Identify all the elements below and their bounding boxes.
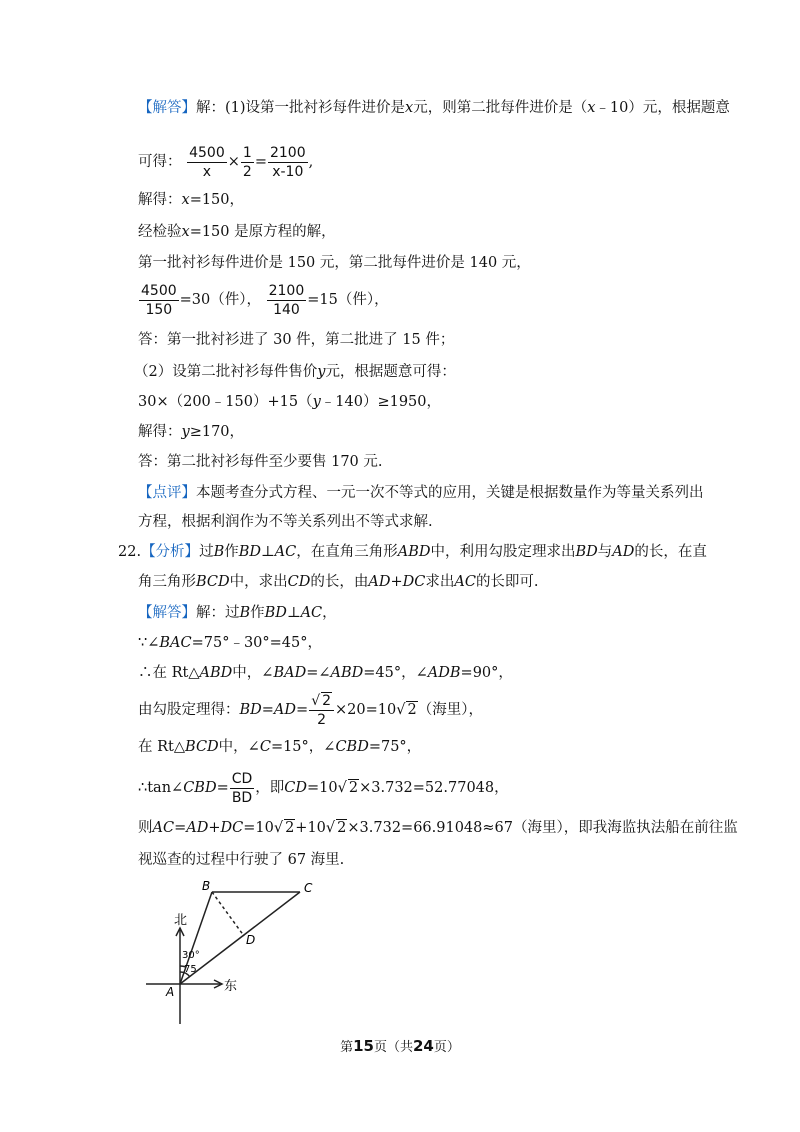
page-total: 24 bbox=[413, 1037, 434, 1055]
q21-line10: 解得：y≥170， bbox=[138, 424, 245, 440]
q21-line5: 第一批衬衫每件进价是 150 元，第二批每件进价是 140 元， bbox=[138, 255, 531, 271]
fraction: $\frac{1}{2}$ bbox=[242, 144, 252, 180]
q21-comment: 【点评】本题考查分式方程、一元一次不等式的应用，关键是根据数量作为等量关系列出 bbox=[138, 485, 704, 501]
q21-line4: 经检验x=150 是原方程的解， bbox=[138, 224, 336, 240]
segment-BD bbox=[212, 892, 244, 936]
q21-line11: 答：第二批衬衫每件至少要售 170 元. bbox=[138, 454, 383, 470]
answer-tag: 【解答】 bbox=[138, 605, 196, 621]
q22-analysis-line1: 22.【分析】过B作BD⊥AC，在直角三角形ABD中，利用勾股定理求出BD与AD的长，在直 bbox=[118, 544, 707, 560]
fraction: $\frac{4500}{x}$ bbox=[189, 144, 225, 180]
label-north: 北 bbox=[174, 913, 188, 928]
q21-line7: 答：第一批衬衫进了 30 件，第二批进了 15 件； bbox=[138, 332, 455, 348]
label-C: C bbox=[304, 881, 313, 895]
q22-solution-line7: 则AC=AD+DC=10√ 2+10√ 2×3.732=66.91048≈67（海里），即我海监执法船在前往监 bbox=[138, 820, 738, 836]
q21-comment-cont: 方程，根据利润作为不等关系列出不等式求解. bbox=[138, 514, 433, 530]
label-B: B bbox=[202, 879, 211, 893]
label-A: A bbox=[166, 985, 175, 999]
segment-AC bbox=[180, 892, 300, 984]
q21-line6: $\frac{4500}{150}$ =30（件）， $\frac{2100}{140}$ =15（件）， bbox=[141, 282, 389, 318]
analysis-tag: 【分析】 bbox=[141, 544, 200, 560]
q22-solution-line1: 【解答】解：过B作BD⊥AC， bbox=[138, 605, 337, 621]
q21-line1: 【解答】解：(1)设第一批衬衫每件进价是x元，则第二批每件进价是（x﹣10）元，根据题意 bbox=[138, 100, 730, 116]
fraction: $\frac{2100}{140}$ bbox=[268, 282, 305, 318]
q21-equation: 可得： $\frac{4500}{x}$ × $\frac{1}{2}$ = $\frac{2100}{x-10}$ , bbox=[138, 144, 314, 180]
q21-line8: （2）设第二批衬衫每件售价y元，根据题意可得： bbox=[134, 364, 456, 380]
q22-analysis-line2: 角三角形BCD中，求出CD的长，由AD+DC求出AC的长即可. bbox=[138, 574, 539, 590]
q22-solution-line2: ∵∠BAC=75°﹣30°=45°， bbox=[138, 635, 323, 651]
page-current: 15 bbox=[353, 1037, 374, 1055]
angle-75-label: 75 bbox=[184, 964, 197, 975]
fraction: $\frac{√ 2}{2}$ bbox=[309, 692, 334, 729]
fraction: $\frac{4500}{150}$ bbox=[141, 282, 177, 318]
q22-solution-line8: 视巡查的过程中行驶了 67 海里. bbox=[138, 852, 345, 868]
angle-30-label: 30° bbox=[182, 950, 200, 961]
answer-tag: 【解答】 bbox=[138, 100, 196, 116]
q21-line3: 解得：x=150， bbox=[138, 192, 245, 208]
fraction: $\frac{CD}{BD}$ bbox=[231, 770, 253, 806]
q21-line9: 30×（200﹣150）+15（y﹣140）≥1950， bbox=[138, 394, 441, 410]
question-number: 22. bbox=[118, 544, 142, 560]
fraction: $\frac{2100}{x-10}$ bbox=[269, 144, 306, 180]
q22-solution-line5: 在 Rt△BCD中，∠C=15°，∠CBD=75°， bbox=[138, 739, 422, 755]
label-east: 东 bbox=[224, 979, 238, 994]
q22-solution-line4: 由勾股定理得：BD=AD= $\frac{√ 2}{2}$ ×20=10√ 2（海里）， bbox=[138, 692, 483, 728]
page-footer: 第15页（共24页） bbox=[340, 1037, 460, 1055]
q22-solution-line6: ∴tan∠CBD= $\frac{CD}{BD}$ ，即CD=10√ 2×3.732=52.77048， bbox=[138, 770, 509, 806]
comment-tag: 【点评】 bbox=[138, 485, 196, 501]
label-D: D bbox=[246, 933, 256, 947]
geometry-figure bbox=[140, 878, 340, 1028]
q22-solution-line3: ∴在 Rt△ABD中，∠BAD=∠ABD=45°，∠ADB=90°， bbox=[138, 665, 513, 681]
